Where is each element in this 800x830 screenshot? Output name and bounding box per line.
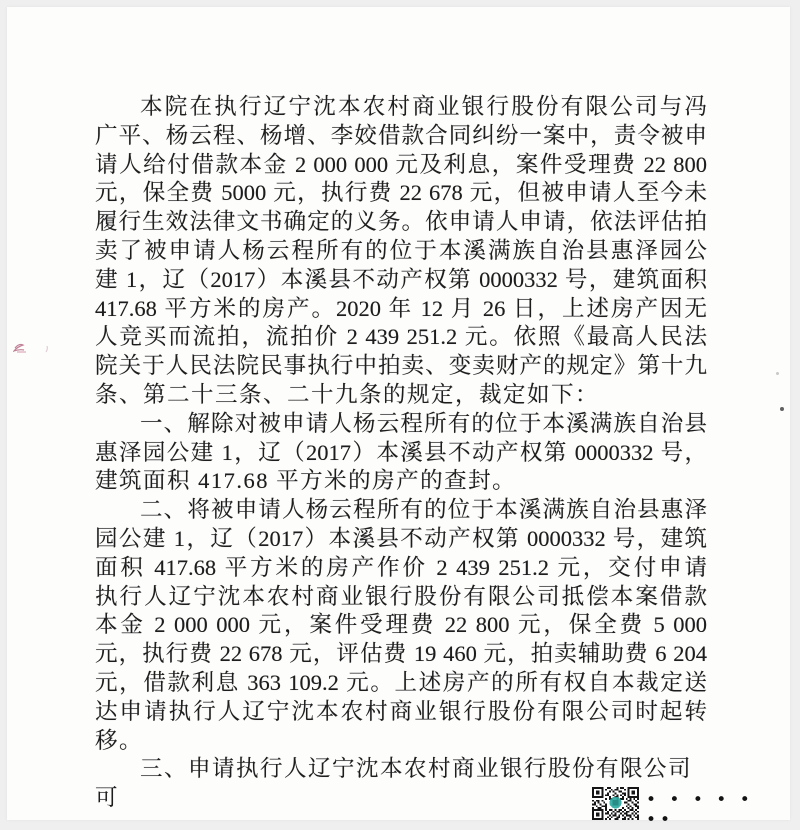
- text-line: 二、将被申请人杨云程所有的位于本溪满族自治县惠泽: [140, 497, 707, 523]
- text-line: 执行人辽宁沈本农村商业银行股份有限公司抵偿本案借款: [95, 583, 707, 609]
- qr-code-stamp: [592, 787, 639, 820]
- text-line: 达申请执行人辽宁沈本农村商业银行股份有限公司时起转: [95, 698, 707, 724]
- text-line: 面积 417.68 平方米的房产作价 2 439 251.2 元，交付申请: [95, 554, 707, 580]
- text-line: 建筑面积 417.68 平方米的房产的查封。: [95, 468, 517, 494]
- text-line: 请人给付借款本金 2 000 000 元及利息，案件受理费 22 800: [95, 151, 707, 177]
- text-line: 惠泽园公建 1，辽（2017）本溪县不动产权第 0000332 号，: [95, 439, 707, 465]
- text-line: 条、第二十三条、二十九条的规定，裁定如下：: [95, 381, 600, 407]
- text-line: 本院在执行辽宁沈本农村商业银行股份有限公司与冯: [140, 94, 707, 119]
- text-line: 417.68 平方米的房产。2020 年 12 月 26 日，上述房产因无: [95, 295, 707, 321]
- margin-ink-mark: [13, 340, 55, 358]
- text-line: 建 1，辽（2017）本溪县不动产权第 0000332 号，建筑面积: [95, 266, 707, 292]
- text-line: 元，借款利息 363 109.2 元。上述房产的所有权自本裁定送: [95, 669, 707, 695]
- text-line: 人竞买而流拍，流拍价 2 439 251.2 元。依照《最高人民法: [95, 324, 707, 350]
- text-line: 元，执行费 22 678 元，评估费 19 460 元，拍卖辅助费 6 204: [95, 641, 707, 667]
- scan-speck: [780, 407, 784, 411]
- scan-speck: [776, 372, 779, 375]
- court-ruling-page: [7, 7, 790, 820]
- text-line: 广平、杨云程、杨增、李姣借款合同纠纷一案中，责令被申: [95, 122, 707, 148]
- text-line: 本金 2 000 000 元，案件受理费 22 800 元，保全费 5 000: [95, 612, 707, 638]
- text-line: 三、申请执行人辽宁沈本农村商业银行股份有限公司可: [95, 756, 693, 811]
- text-line: 一、解除对被申请人杨云程所有的位于本溪满族自治县: [140, 410, 707, 436]
- text-line: 园公建 1，辽（2017）本溪县不动产权第 0000332 号，建筑: [95, 525, 707, 551]
- text-line: 元，保全费 5000 元，执行费 22 678 元，但被申请人至今未: [95, 180, 707, 206]
- ruling-text-block: [95, 93, 707, 813]
- separator-dots: • • • • • ••: [646, 790, 754, 830]
- text-line: 卖了被申请人杨云程所有的位于本溪满族自治县惠泽园公: [95, 237, 707, 263]
- text-line: 履行生效法律文书确定的义务。依申请人申请，依法评估拍: [95, 209, 707, 235]
- text-line: 移。: [95, 727, 144, 753]
- text-line: 院关于人民法院民事执行中拍卖、变卖财产的规定》第十九: [95, 353, 707, 379]
